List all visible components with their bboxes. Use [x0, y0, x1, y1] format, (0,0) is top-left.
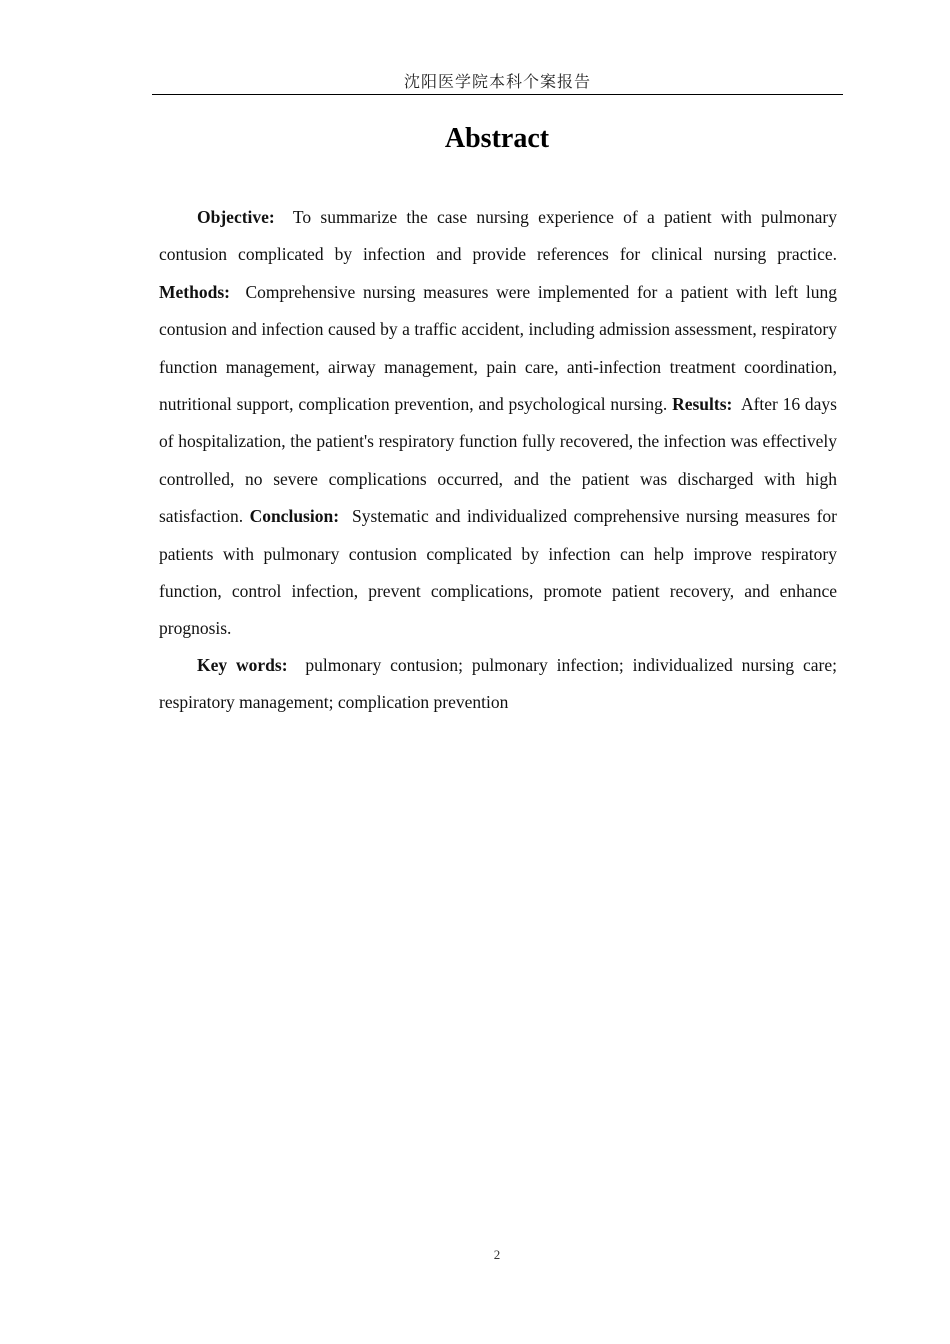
page-header: 沈阳医学院本科个案报告 — [152, 70, 843, 95]
objective-label: Objective: — [197, 207, 275, 227]
methods-label: Methods: — [159, 281, 230, 302]
page-number: 2 — [493, 1247, 501, 1262]
conclusion-text: Systematic and individualized comprehensive nursing measures for patients with pulmonary contusion complicated by infection can help improve respiratory function, control infection, prevent complications, promote patient recovery, and enhance prognosis. — [159, 506, 838, 639]
keywords-label: Key words: — [197, 654, 288, 675]
abstract-body — [159, 199, 837, 722]
keywords-text: pulmonary contusion; pulmonary infection; individualized nursing care; respiratory management; complication prevention — [159, 654, 838, 713]
results-text: After 16 days of hospitalization, the patient's respiratory function fully recovered, the infection was effectively controlled, no severe complications occurred, and the patient was discharged with high satisfaction. — [159, 394, 837, 527]
conclusion-label: Conclusion: — [249, 506, 340, 527]
keywords-paragraph — [159, 647, 837, 722]
methods-text: Comprehensive nursing measures were implemented for a patient with left lung contusion and infection caused by a traffic accident, including admission assessment, respiratory function management, airway management, pain care, anti-infection treatment coordination, nutritional support, complication prevention, and psychological nursing. — [159, 281, 837, 415]
results-label: Results: — [672, 394, 733, 415]
page-title: Abstract — [444, 123, 550, 154]
abstract-paragraph — [159, 199, 837, 648]
objective-text: To summarize the case nursing experience of a patient with pulmonary contusion complicated by infection and provide references for clinical nursing practice. — [159, 207, 837, 265]
